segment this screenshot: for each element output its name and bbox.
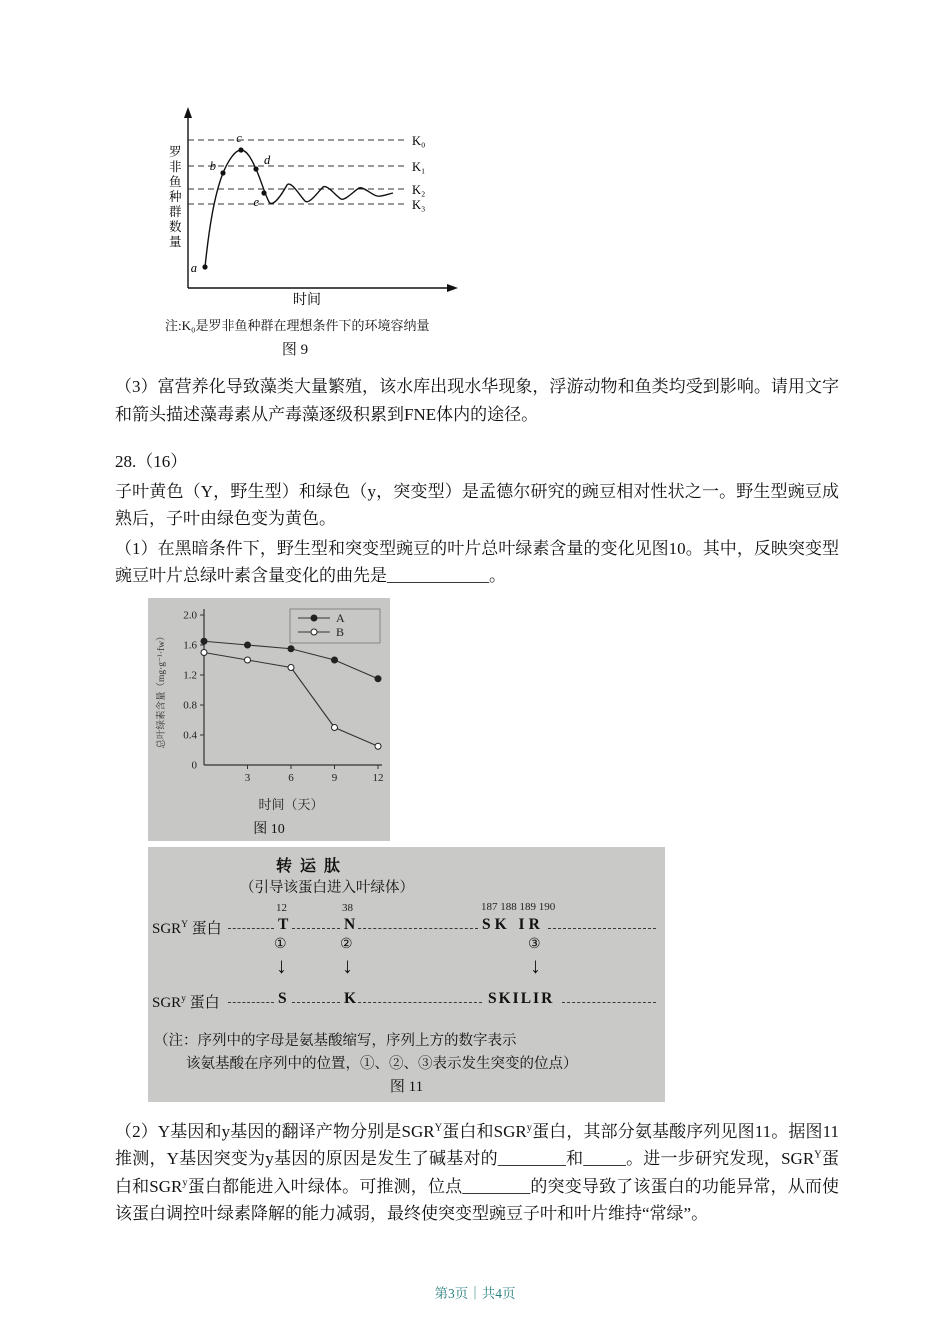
y-tick-label: 1.2 [183,669,197,682]
fig11-caption: 图 11 [389,1078,424,1095]
fig11-note-line2: 该氨基酸在序列中的位置，①、②、③表示发生突变的位点） [186,1055,578,1072]
x-tick-label: 12 [372,771,384,784]
y-tick-label: 1.6 [183,639,197,652]
point-b [220,170,225,175]
data-point-B [332,724,338,730]
data-point-A [375,675,381,681]
sequence-dash [562,1002,656,1003]
position-38: 38 [342,901,353,914]
point-e-label: e [253,195,259,209]
x-tick-label: 9 [331,771,338,784]
figure-10 [148,598,390,841]
site-1-label: ① [274,936,287,952]
question-28-part1: （1）在黑暗条件下，野生型和突变型豌豆的叶片总叶绿素含量的变化见图10。其中，反映突变型豌豆叶片总绿叶素含量变化的曲先是____________。 [115,538,839,586]
x-tick-label: 3 [244,771,251,784]
k3-label: K₃ [412,198,426,212]
fig11-title: 转运肽 [276,857,349,875]
mutant-residue-3: SKILIR [488,989,555,1007]
legend-marker [311,615,317,621]
fig10-y-axis-label: 总叶绿素含量（mg·g⁻¹·fw） [157,631,167,749]
population-curve [205,150,393,267]
page-content [115,0,839,1228]
fig9-y-axis-label: 罗非鱼种群数量 [169,145,182,249]
down-arrow-icon: ↓ [342,952,353,978]
figure-9 [155,104,495,359]
point-c-label: c [236,131,242,145]
down-arrow-icon: ↓ [276,952,287,978]
site-3-label: ③ [528,936,541,952]
data-point-A [201,638,207,644]
question-27-part3-text: （3）富营养化导致藻类大量繁殖，该水库出现水华现象，浮游动物和鱼类均受到影响。请用文字和箭头描述藻毒素从产毒藻逐级积累到FNE体内的途径。 [115,377,839,424]
data-point-A [332,657,338,663]
k0-label: K₀ [412,134,426,148]
chlorophyll-chart-svg [152,601,386,813]
sequence-dash [548,928,656,929]
y-tick-label: 0.8 [183,699,197,712]
legend-marker [311,629,317,635]
up-arrow-icon [184,107,192,118]
figure-11 [148,847,665,1102]
data-point-B [245,657,251,663]
fig9-note: 注:K₀是罗非鱼种群在理想条件下的环境容纳量 [165,318,430,333]
mutant-residue-2: K [344,989,357,1007]
position-12: 12 [276,901,287,914]
fig11-note-line1: （注：序列中的字母是氨基酸缩写，序列上方的数字表示 [154,1032,517,1049]
fig9-x-axis-label: 时间 [293,293,321,306]
data-point-B [288,664,294,670]
sequence-dash [228,928,274,929]
wild-residue-2: N [344,915,356,933]
k2-label: K₂ [412,183,426,197]
x-tick-label: 6 [288,771,294,784]
question-28-intro: 子叶黄色（Y，野生型）和绿色（y，突变型）是孟德尔研究的豌豆相对性状之一。野生型豌豆成熟后，子叶由绿色变为黄色。 [115,481,839,529]
site-2-label: ② [340,936,353,952]
k1-label: K₁ [412,160,426,174]
fig10-x-axis-label: 时间（天） [258,796,324,812]
wild-protein-label: $SGR^Y$ 蛋白 [152,919,222,937]
wild-residue-3: SK IR [482,915,544,933]
sequence-dash [358,928,478,929]
point-d [253,166,258,171]
fig10-caption: 图 10 [253,821,285,837]
point-d-label: d [264,153,271,167]
data-point-A [288,645,294,651]
data-point-A [245,642,251,648]
sequence-dash [292,928,340,929]
question-28-part2: （2）Y基因和y基因的翻译产物分别是$SGR^Y$蛋白和SGR$^y$蛋白，其部分氨基酸序列见图11。据图11推测，Y基因突变为y基因的原因是发生了碱基对的________和_____。进一步研究发现，$SGR^Y$蛋白和SGR$^y$蛋白都能进入叶绿体。可推测，位点________的突变导致了该蛋白的功能异常，从而使该蛋白调控叶绿素降解的能力减弱，最终使突变型豌豆子叶和叶片维持“常绿”。 [115,1121,840,1224]
y-tick-label: 0.4 [183,729,197,742]
legend-label: B [336,624,345,639]
sequence-dash [292,1002,340,1003]
y-tick-label: 0 [191,759,197,772]
point-b-label: b [209,159,216,173]
positions-187-190: 187 188 189 190 [481,900,556,913]
question-28-number: 28.（16） [115,452,188,472]
sequence-dash [358,1002,482,1003]
chlorophyll-chart [152,601,386,818]
down-arrow-icon: ↓ [530,952,541,978]
sequence-dash [228,1002,274,1003]
wild-residue-1: T [278,915,289,933]
point-a-label: a [190,261,197,275]
mutant-protein-label: SGR$^y$ 蛋白 [152,993,220,1011]
page-footer: 第3页｜共4页 [434,1286,516,1301]
point-c [238,147,243,152]
fig9-caption: 图 9 [281,342,309,358]
mutant-residue-1: S [278,989,287,1007]
point-e [261,190,266,195]
legend-label: A [336,610,345,625]
figure9-graph [155,104,465,306]
right-arrow-icon [447,284,458,292]
y-tick-label: 2.0 [183,609,197,622]
point-a [202,264,207,269]
legend-box [290,609,380,643]
fig11-subtitle: （引导该蛋白进入叶绿体） [240,879,414,896]
data-point-B [201,649,207,655]
data-point-B [375,743,381,749]
